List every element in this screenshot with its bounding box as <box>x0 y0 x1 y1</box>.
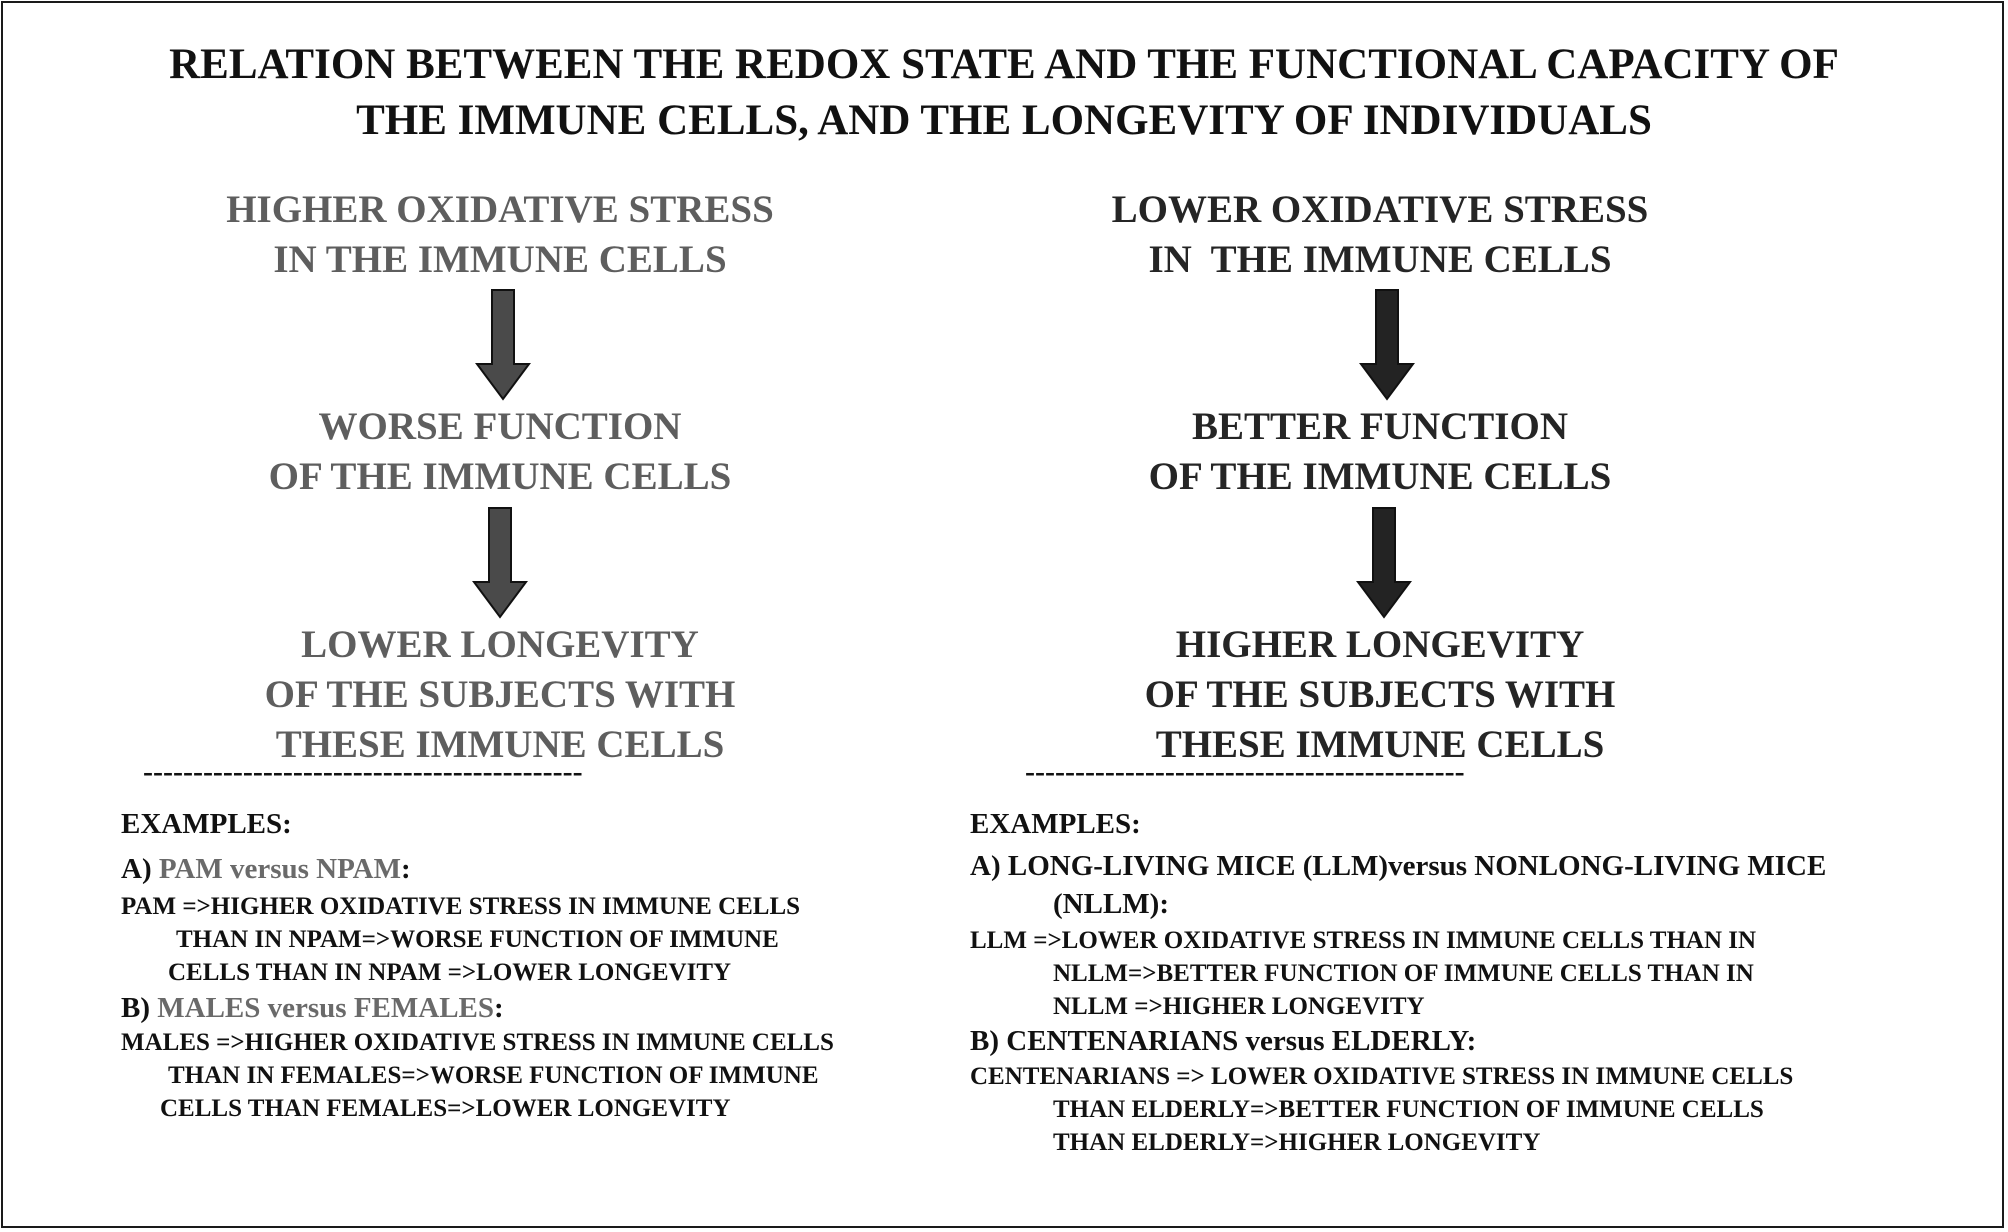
left-example-b-title <box>121 992 504 1025</box>
left-example-b-suffix: : <box>494 992 504 1024</box>
figure-title-line-1: RELATION BETWEEN THE REDOX STATE AND THE FUNCTIONAL CAPACITY OF <box>169 41 1839 88</box>
left-arrow-2 <box>472 506 528 620</box>
left-example-b-line-2: THAN IN FEMALES=>WORSE FUNCTION OF IMMUNE <box>168 1062 819 1089</box>
right-example-b-line-3: THAN ELDERLY=>HIGHER LONGEVITY <box>1053 1129 1541 1156</box>
right-step-3 <box>1070 620 1690 770</box>
left-example-a-line-2: THAN IN NPAM=>WORSE FUNCTION OF IMMUNE <box>176 926 779 953</box>
left-arrow-1 <box>475 288 531 402</box>
left-step-3-line-3: THESE IMMUNE CELLS <box>275 723 725 766</box>
left-example-a-prefix: A) <box>121 853 159 885</box>
left-step-3-line-1: LOWER LONGEVITY <box>301 623 699 666</box>
left-step-3 <box>190 620 810 770</box>
right-step-3-line-3: THESE IMMUNE CELLS <box>1155 723 1605 766</box>
left-example-b-label: MALES versus FEMALES <box>157 992 495 1024</box>
right-example-a-line-3: NLLM =>HIGHER LONGEVITY <box>1053 993 1425 1020</box>
figure-title-line-2: THE IMMUNE CELLS, AND THE LONGEVITY OF INDIVIDUALS <box>356 97 1652 144</box>
left-example-a-suffix: : <box>401 853 411 885</box>
left-step-1-line-2: IN THE IMMUNE CELLS <box>273 238 727 281</box>
left-step-1-line-1: HIGHER OXIDATIVE STRESS <box>226 188 774 231</box>
right-step-2 <box>1070 402 1690 502</box>
right-step-3-line-1: HIGHER LONGEVITY <box>1175 623 1585 666</box>
right-example-b-title: B) CENTENARIANS versus ELDERLY: <box>970 1025 1477 1057</box>
left-example-b-line-3: CELLS THAN FEMALES=>LOWER LONGEVITY <box>160 1095 731 1122</box>
left-examples-heading: EXAMPLES: <box>121 808 292 840</box>
left-example-b-prefix: B) <box>121 992 158 1024</box>
right-example-b-line-1: CENTENARIANS => LOWER OXIDATIVE STRESS IN IMMUNE CELLS <box>970 1063 1794 1090</box>
right-step-1 <box>1070 185 1690 285</box>
right-step-2-line-2: OF THE IMMUNE CELLS <box>1148 455 1612 498</box>
left-step-1 <box>190 185 810 285</box>
right-step-3-line-2: OF THE SUBJECTS WITH <box>1144 673 1616 716</box>
right-example-a-line-1: LLM =>LOWER OXIDATIVE STRESS IN IMMUNE CELLS THAN IN <box>970 927 1757 954</box>
right-step-1-line-2: IN THE IMMUNE CELLS <box>1148 238 1612 281</box>
left-step-3-line-2: OF THE SUBJECTS WITH <box>264 673 736 716</box>
left-separator: -------------------------------------------- <box>143 755 583 788</box>
right-example-a-line-2: NLLM=>BETTER FUNCTION OF IMMUNE CELLS THAN IN <box>1053 960 1754 987</box>
left-step-2-line-2: OF THE IMMUNE CELLS <box>268 455 732 498</box>
left-example-b-line-1: MALES =>HIGHER OXIDATIVE STRESS IN IMMUNE CELLS <box>121 1029 834 1056</box>
left-example-a-line-3: CELLS THAN IN NPAM =>LOWER LONGEVITY <box>168 959 732 986</box>
left-example-a-line-1: PAM =>HIGHER OXIDATIVE STRESS IN IMMUNE CELLS <box>121 893 801 920</box>
left-example-a-label: PAM versus NPAM <box>158 853 401 885</box>
right-arrow-1 <box>1359 288 1415 402</box>
right-example-a-title-line-2: (NLLM): <box>1053 888 1169 920</box>
right-step-1-line-1: LOWER OXIDATIVE STRESS <box>1111 188 1649 231</box>
right-example-b-line-2: THAN ELDERLY=>BETTER FUNCTION OF IMMUNE CELLS <box>1053 1096 1764 1123</box>
left-example-a-title <box>121 853 411 886</box>
right-separator: -------------------------------------------- <box>1025 755 1465 788</box>
left-step-2 <box>190 402 810 502</box>
left-step-2-line-1: WORSE FUNCTION <box>318 405 682 448</box>
right-example-a-title-line-1: A) LONG-LIVING MICE (LLM)versus NONLONG-LIVING MICE <box>970 850 1827 882</box>
right-arrow-2 <box>1356 506 1412 620</box>
right-step-2-line-1: BETTER FUNCTION <box>1192 405 1568 448</box>
right-examples-heading: EXAMPLES: <box>970 808 1141 840</box>
